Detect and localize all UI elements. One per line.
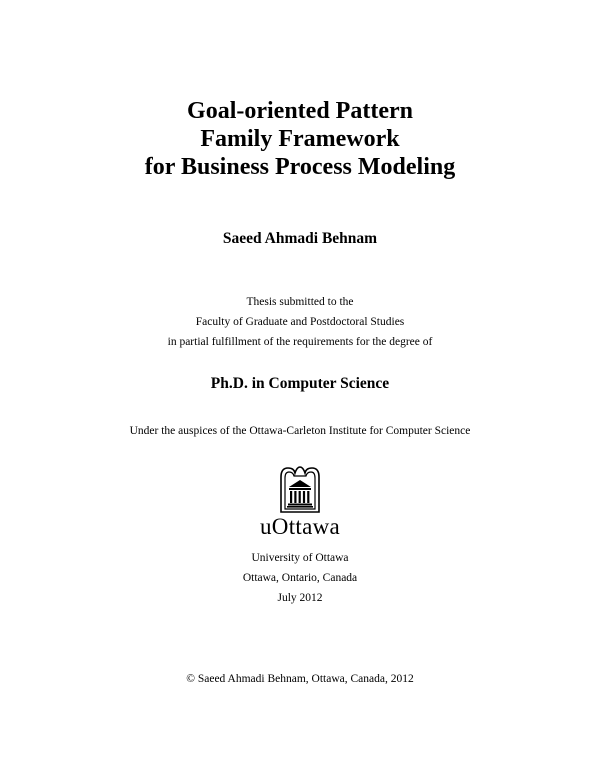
thesis-title-line-3: for Business Process Modeling (144, 154, 456, 180)
thesis-title (0, 97, 600, 181)
auspices-statement: Under the auspices of the Ottawa-Carleton Institute for Computer Science (129, 425, 471, 437)
institution-block (0, 548, 600, 608)
author-name: Saeed Ahmadi Behnam (222, 230, 378, 247)
university-name: University of Ottawa (251, 552, 349, 564)
thesis-title-line-2: Family Framework (200, 126, 400, 152)
submission-line-3: in partial fulfillment of the requirements for the degree of (167, 336, 433, 348)
university-building-icon (279, 465, 321, 513)
university-location: Ottawa, Ontario, Canada (242, 572, 358, 584)
submission-line-2: Faculty of Graduate and Postdoctoral Studies (195, 316, 405, 328)
copyright-notice: © Saeed Ahmadi Behnam, Ottawa, Canada, 2012 (186, 673, 414, 685)
submission-statement (0, 292, 600, 352)
uottawa-wordmark: uOttawa (259, 514, 341, 539)
degree-title: Ph.D. in Computer Science (210, 375, 390, 392)
thesis-title-line-1: Goal-oriented Pattern (187, 98, 413, 124)
submission-line-1: Thesis submitted to the (246, 296, 354, 308)
submission-date: July 2012 (277, 592, 323, 604)
